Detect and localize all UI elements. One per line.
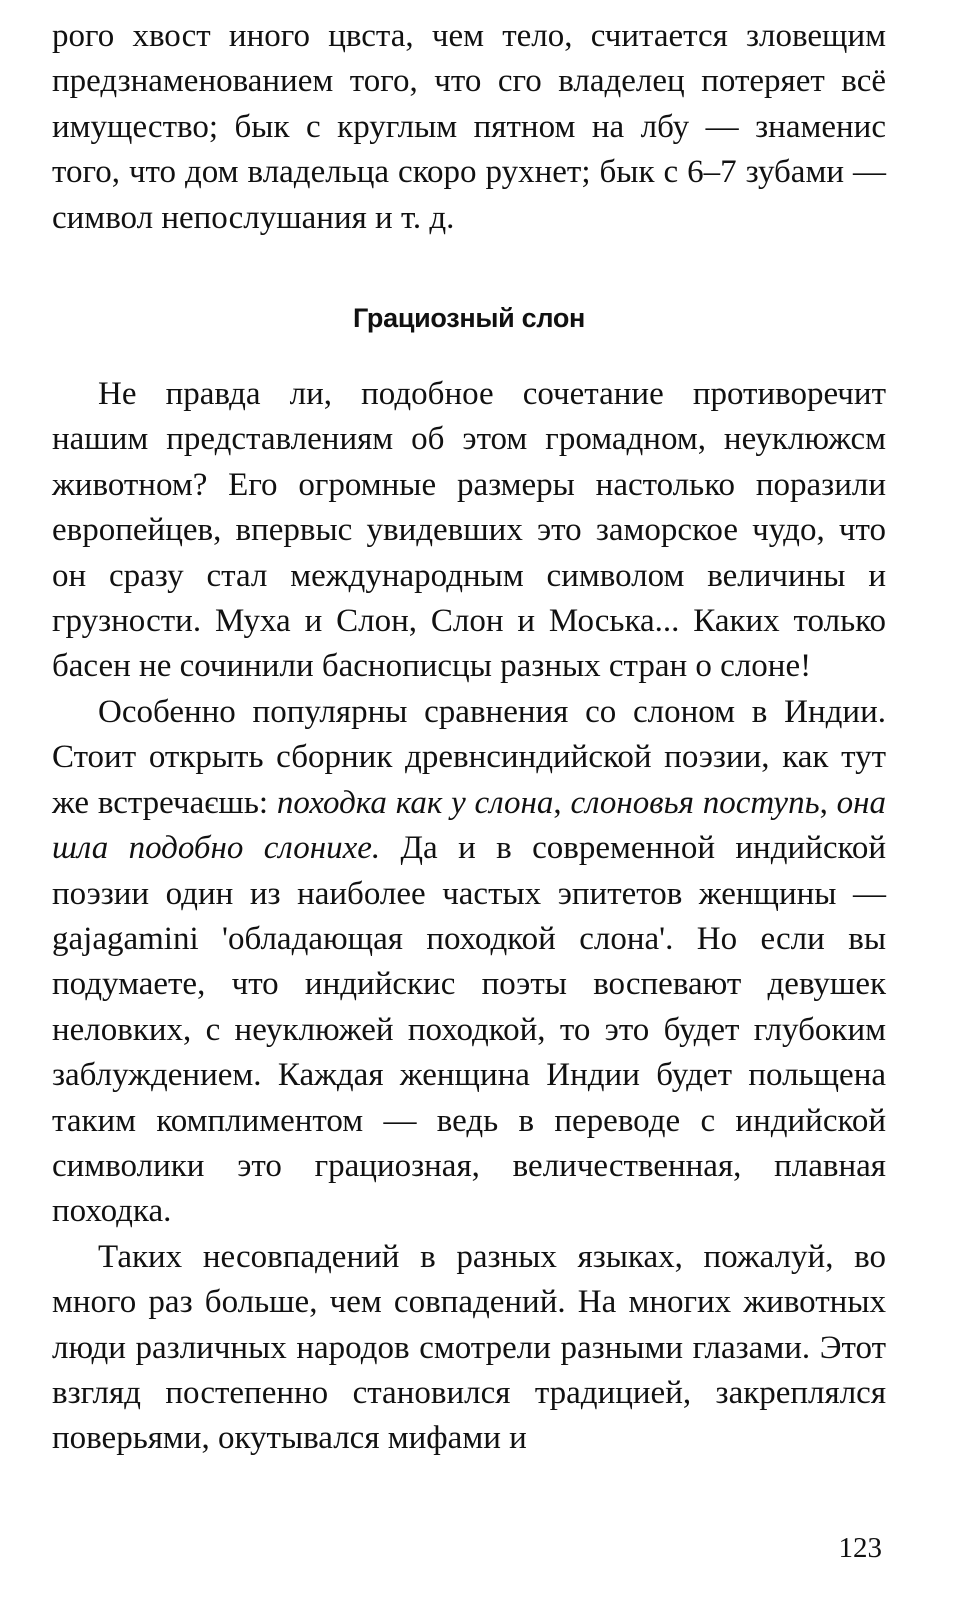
italic-quote-2: слоновья поступь bbox=[570, 784, 820, 821]
book-page bbox=[52, 14, 886, 1586]
paragraph-2-text-start: Особенно популярны сравнения со слоном в Индии. Стоит открыть сборник древнсиндийской поэзии, как тут же встречаєшь: bbox=[52, 693, 886, 821]
italic-separator-1: , bbox=[553, 784, 571, 821]
page-text-body bbox=[52, 14, 886, 1462]
page-number: 123 bbox=[838, 1532, 882, 1564]
paragraph-3: Таких несовпадений в разных языках, пожалуй, во много раз больше, чем совпадений. На многих животных люди различных народов смотрели разными глазами. Этот взгляд постепенно становился традицией, закреплялся поверьями, окутывался мифами и bbox=[52, 1238, 886, 1457]
section-heading: Грациозный слон bbox=[352, 303, 586, 334]
paragraph-2 bbox=[52, 690, 886, 1235]
opening-paragraph: рого хвост иного цвста, чем тело, считается зловещим предзнаменованием того, что сго владелец потеряет всё имущество; бык с круглым пятном на лбу — знаменис того, что дом владельца скоро рухнет; бык с 6–7 зубами — символ непослушания и т. д. bbox=[52, 18, 886, 236]
paragraph-2-text-end: Да и в современной индийской поэзии один из наиболее частых эпитетов женщины — gajagamini 'обладающая походкой слона'. Но если вы подумаете, что индийскис поэты воспевают девушек неловких, с неуклюжей походкой, то это будет глубоким заблуждением. Каждая женщина Индии будет польщена таким комплиментом — ведь в переводе с индийской символики это грациозная, величественная, плавная походка. bbox=[52, 830, 886, 1230]
italic-quote-1: походка как у слона bbox=[276, 784, 554, 821]
italic-quote-3: она шла подобно слонихе. bbox=[52, 784, 887, 867]
italic-separator-2: , bbox=[819, 784, 837, 821]
paragraph-1: Не правда ли, подобное сочетание противоречит нашим представлениям об этом громадном, неуклюжсм животном? Его огромные размеры настолько поразили европейцев, впервыс увидевших это заморское чудо, что он сразу стал международным символом величины и грузности. Муха и Слон, Слон и Моська... Каких только басен не сочинили баснописцы разных стран о слоне! bbox=[52, 376, 886, 685]
